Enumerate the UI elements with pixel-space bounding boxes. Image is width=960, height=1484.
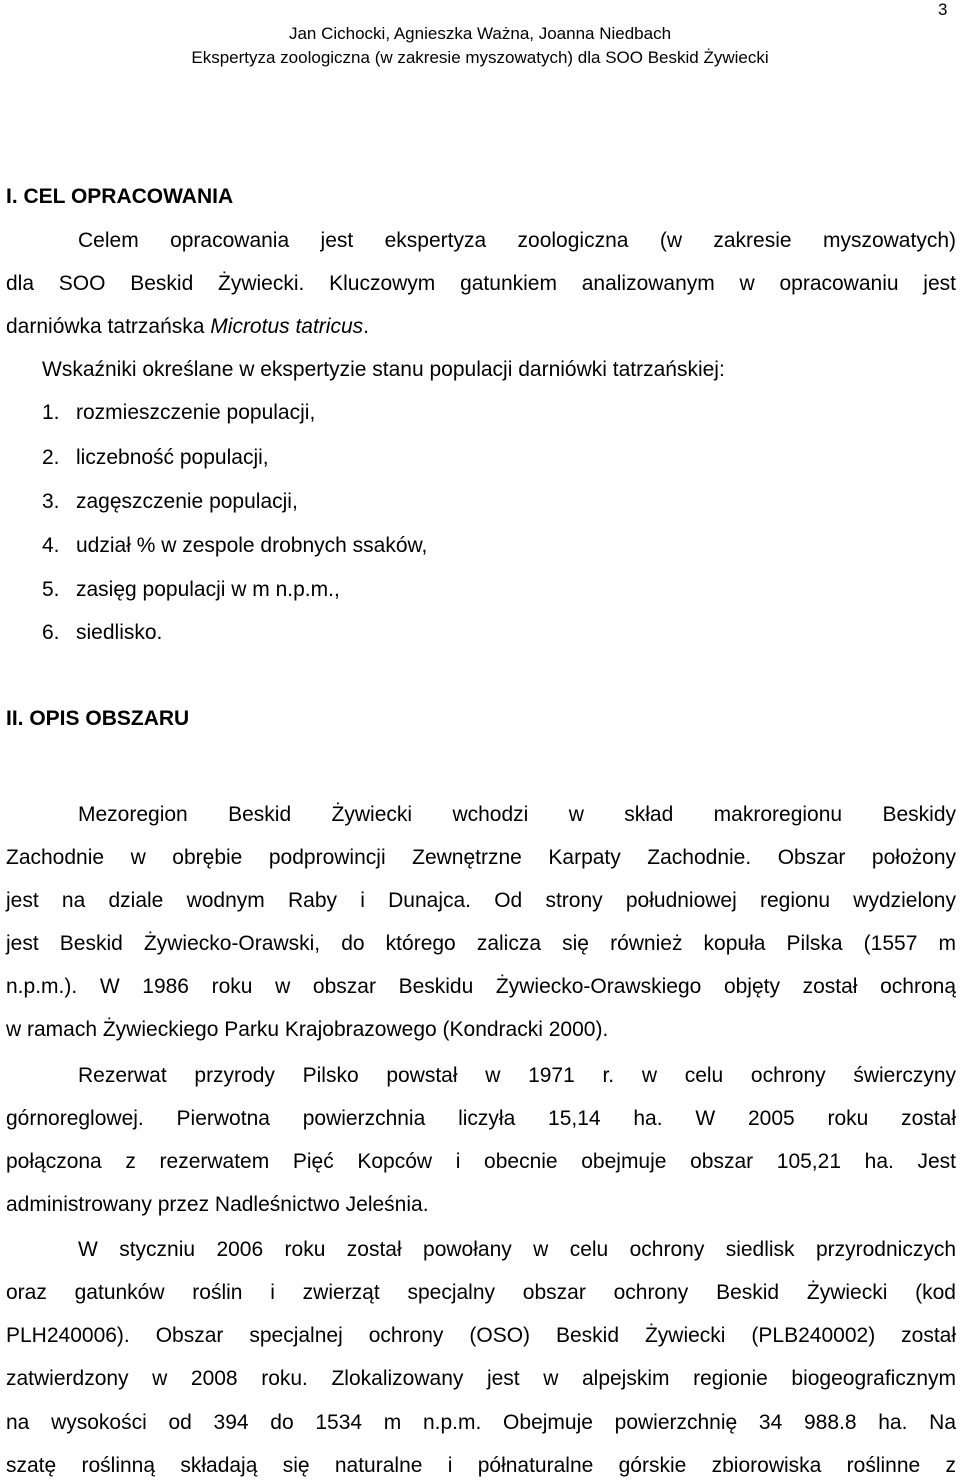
paragraph-line: zatwierdzony w 2008 roku. Zlokalizowany jest w alpejskim regionie biogeograficznym	[6, 1367, 956, 1390]
paragraph-line: jest na dziale wodnym Raby i Dunajca. Od strony południowej regionu wydzielony	[6, 889, 956, 912]
paragraph-line: jest Beskid Żywiecko-Orawski, do którego zalicza się również kopuła Pilska (1557 m	[6, 932, 956, 955]
paragraph-line: Celem opracowania jest ekspertyza zoologiczna (w zakresie myszowatych)	[78, 229, 956, 252]
list-text: zasięg populacji w m n.p.m.,	[76, 578, 340, 601]
list-text: liczebność populacji,	[76, 446, 269, 469]
list-number: 3.	[42, 490, 60, 513]
paragraph-line: Mezoregion Beskid Żywiecki wchodzi w skład makroregionu Beskidy	[78, 803, 956, 826]
list-item	[42, 620, 162, 646]
list-item	[42, 445, 269, 471]
paragraph-line: w ramach Żywieckiego Parku Krajobrazowego (Kondracki 2000).	[6, 1018, 609, 1041]
list-number: 6.	[42, 621, 60, 644]
list-number: 5.	[42, 578, 60, 601]
running-header	[0, 22, 960, 70]
paragraph-line: szatę roślinną składają się naturalne i półnaturalne górskie zbiorowiska roślinne z	[6, 1454, 956, 1477]
list-text: zagęszczenie populacji,	[76, 490, 298, 513]
list-number: 1.	[42, 401, 60, 424]
list-text: udział % w zespole drobnych ssaków,	[76, 534, 428, 557]
header-title: Ekspertyza zoologiczna (w zakresie myszowatych) dla SOO Beskid Żywiecki	[191, 48, 769, 67]
list-number: 2.	[42, 446, 60, 469]
paragraph-line: dla SOO Beskid Żywiecki. Kluczowym gatunkiem analizowanym w opracowaniu jest	[6, 272, 956, 295]
list-number: 4.	[42, 534, 60, 557]
list-item	[42, 400, 315, 426]
list-item	[42, 489, 298, 515]
paragraph-line: oraz gatunków roślin i zwierząt specjalny obszar ochrony Beskid Żywiecki (kod	[6, 1281, 956, 1304]
paragraph-line: Zachodnie w obrębie podprowincji Zewnętrzne Karpaty Zachodnie. Obszar położony	[6, 846, 956, 869]
section-heading-cel-opracowania: I. CEL OPRACOWANIA	[6, 185, 234, 208]
paragraph-line: W styczniu 2006 roku został powołany w celu ochrony siedlisk przyrodniczych	[78, 1238, 956, 1261]
page-number: 3	[938, 0, 948, 19]
paragraph-line	[6, 314, 369, 340]
text-run: .	[363, 315, 369, 338]
indicators-intro: Wskaźniki określane w ekspertyzie stanu populacji darniówki tatrzańskiej:	[42, 358, 725, 381]
paragraph-line: administrowany przez Nadleśnictwo Jeleśnia.	[6, 1193, 429, 1216]
header-authors: Jan Cichocki, Agnieszka Ważna, Joanna Niedbach	[288, 24, 672, 43]
species-name: Microtus tatricus	[210, 315, 364, 338]
section-heading-opis-obszaru: II. OPIS OBSZARU	[6, 707, 190, 730]
paragraph-line: na wysokości od 394 do 1534 m n.p.m. Obejmuje powierzchnię 34 988.8 ha. Na	[6, 1411, 956, 1434]
list-item	[42, 533, 427, 559]
text-run: darniówka tatrzańska	[6, 315, 211, 338]
paragraph-line: Rezerwat przyrody Pilsko powstał w 1971 r. w celu ochrony świerczyny	[78, 1064, 956, 1087]
list-item	[42, 577, 340, 603]
paragraph-line: n.p.m.). W 1986 roku w obszar Beskidu Żywiecko-Orawskiego objęty został ochroną	[6, 975, 956, 998]
list-text: rozmieszczenie populacji,	[76, 401, 316, 424]
list-text: siedlisko.	[76, 621, 163, 644]
paragraph-line: PLH240006). Obszar specjalnej ochrony (OSO) Beskid Żywiecki (PLB240002) został	[6, 1324, 956, 1347]
paragraph-line: połączona z rezerwatem Pięć Kopców i obecnie obejmuje obszar 105,21 ha. Jest	[6, 1150, 956, 1173]
paragraph-line: górnoreglowej. Pierwotna powierzchnia liczyła 15,14 ha. W 2005 roku został	[6, 1107, 956, 1130]
